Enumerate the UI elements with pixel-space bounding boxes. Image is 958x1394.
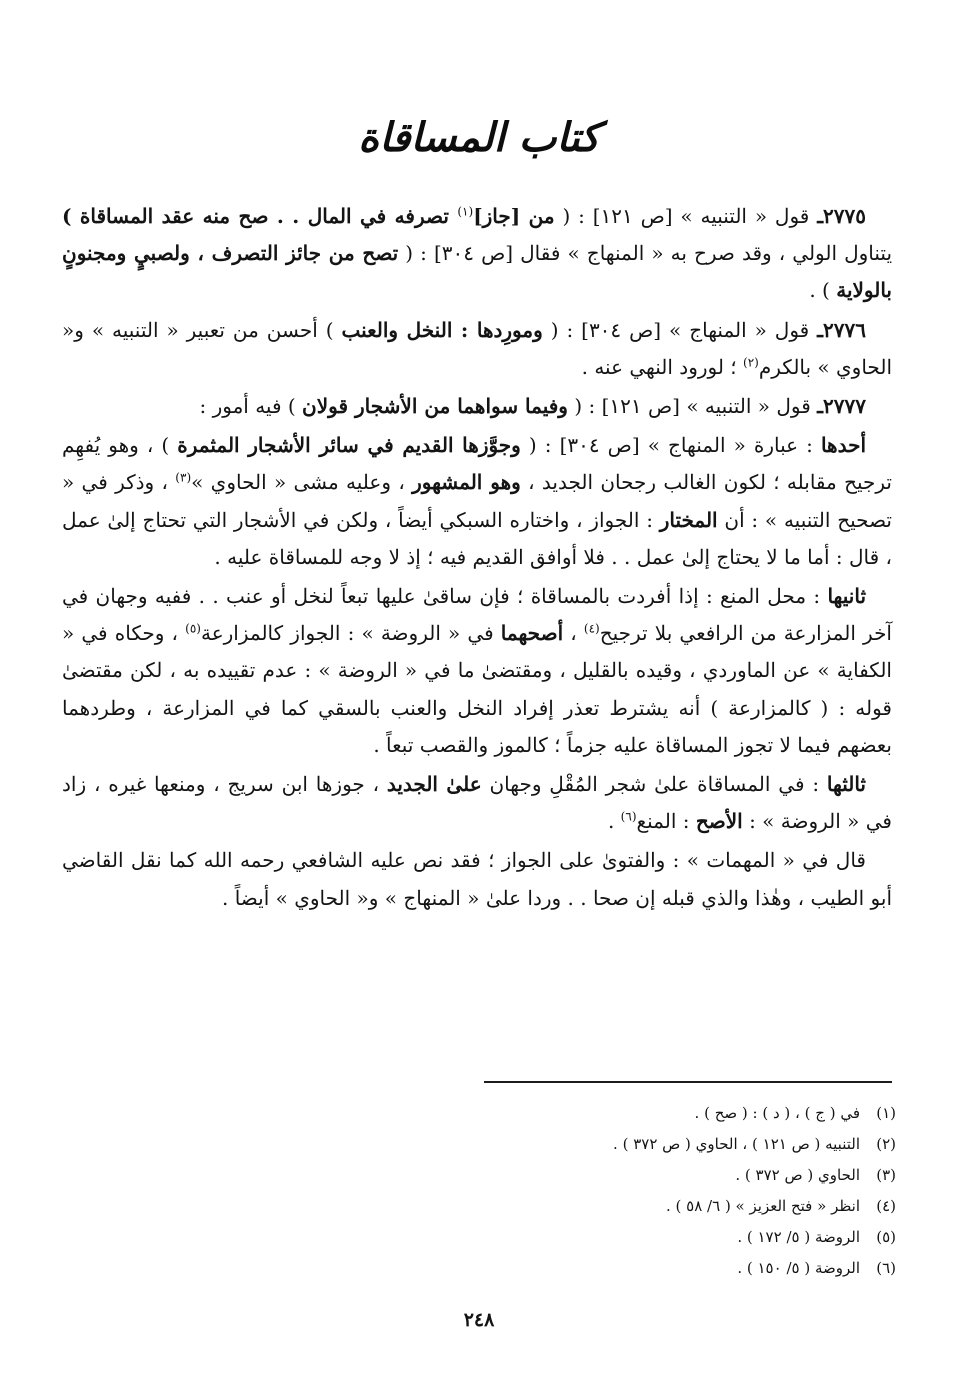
- text-run: : الجواز ، واختاره السبكي أيضاً ، ولكن في الأشجار التي تحتاج إلىٰ عمل ، قال : أما ما لا يحتاج إلىٰ عمل . . فلا أوافق القديم فيه ؛ إذ لا وجه للمساقاة عليه .: [62, 507, 892, 569]
- text-run: قول « التنبيه » [ص ١٢١] : (: [567, 394, 818, 419]
- footnote-text: انظر « فتح العزيز » ( ٦/ ٥٨ ) .: [666, 1197, 860, 1215]
- footnote-number: (٥): [876, 1228, 896, 1246]
- footnote-text: الروضة ( ٥/ ١٥٠ ) .: [737, 1259, 860, 1277]
- footnote-ref: (٣): [175, 470, 192, 485]
- text-run: ، وحكاه في « الكفاية » عن الماوردي ، وقيده بالقليل ، ومقتضىٰ ما في « الروضة » : عدم تقييده به ، لكن مقتضىٰ قوله : ( كالمزارعة ) أنه يشترط تعذر إفراد النخل والعنب بالسقي كما في المزارعة ، وطردهما بعضهم فيما لا تجوز المساقاة عليه جزماً ؛ كالموز والقصب تبعاً .: [62, 621, 892, 757]
- footnote-item: [276, 1191, 896, 1222]
- text-run: : محل المنع : إذا أفردت بالمساقاة ؛ فإن ساقىٰ عليها تبعاً لنخل أو عنب . . ففيه وجهان في آخر المزارعة من الرافعي بلا ترجيح: [62, 584, 892, 646]
- quote-text: وفيما سواهما من الأشجار قولان: [302, 394, 568, 419]
- paragraph-2775: [62, 198, 892, 310]
- text-run: قال في « المهمات » : والفتوىٰ على الجواز ؛ فقد نص عليه الشافعي رحمه الله كما نقل القاضي أبو الطيب ، وهٰذا والذي قبله إن صحا . . وردا علىٰ « المنهاج » و« الحاوي » أيضاً .: [62, 848, 892, 910]
- chapter-title: كتاب المساقاة: [358, 114, 600, 161]
- quote-text: ومورِدها : النخل والعنب: [341, 317, 543, 342]
- quote-text: تصح من جائز التصرف ، ولصبيٍ ومجنونٍ بالولاية: [62, 241, 892, 303]
- footnote-ref: (٦): [620, 809, 637, 824]
- footnote-text: الحاوي ( ص ٣٧٢ ) .: [735, 1166, 860, 1184]
- issue-number: ٢٧٧٥ـ: [817, 204, 867, 228]
- main-text: [62, 198, 892, 919]
- paragraph-2776: [62, 312, 892, 386]
- footnote-number: (٦): [876, 1259, 896, 1277]
- point-heading: ثانيها: [827, 584, 867, 609]
- paragraph-third-point: [62, 766, 892, 840]
- footnote-ref: (٤): [583, 621, 600, 636]
- issue-number: ٢٧٧٧ـ: [817, 394, 866, 419]
- text-run: يتناول الولي ، وقد صرح به « المنهاج » فقال [ص ٣٠٤] : (: [398, 241, 893, 266]
- text-run: : عبارة « المنهاج » [ص ٣٠٤] : (: [520, 433, 821, 458]
- footnote-item: [276, 1129, 896, 1160]
- paragraph-first-point: [62, 427, 892, 576]
- text-run: ، وعليه مشى « الحاوي »: [191, 470, 413, 495]
- emphasis-text: علىٰ الجديد: [386, 772, 482, 797]
- text-run: ) أحسن من تعبير « التنبيه » و« الحاوي » بالكرم: [62, 317, 892, 379]
- text-run: : في المساقاة علىٰ شجر المُقْلِ وجهان: [481, 772, 827, 797]
- quote-text: من [جاز]: [473, 204, 555, 228]
- text-run: ؛ لورود النهي عنه .: [581, 354, 744, 379]
- footnote-item: [276, 1160, 896, 1191]
- emphasis-text: الأصح: [695, 809, 743, 834]
- footnote-item: [276, 1253, 896, 1284]
- quote-text: تصرفه في المال . . صح منه عقد المساقاة ): [62, 204, 458, 228]
- text-run: في « الروضة » : الجواز كالمزارعة: [200, 621, 501, 646]
- paragraph-muhimmat: [62, 842, 892, 916]
- text-run: ، جوزها ابن سريج ، ومنعها غيره ، زاد في « الروضة » :: [62, 772, 892, 834]
- point-heading: ثالثها: [826, 772, 866, 797]
- footnote-number: (٣): [876, 1166, 896, 1184]
- footnote-item: [276, 1098, 896, 1129]
- text-run: ،: [563, 621, 584, 646]
- footnote-ref: (١): [457, 204, 474, 219]
- quote-text: وجوَّزها القديم في سائر الأشجار المثمرة: [177, 433, 521, 458]
- footnote-ref: (٥): [185, 621, 201, 636]
- footnote-ref: (٢): [743, 355, 759, 370]
- text-run: قول « المنهاج » [ص ٣٠٤] : (: [542, 317, 818, 342]
- emphasis-text: المختار: [659, 507, 718, 532]
- emphasis-text: وهو المشهور: [412, 470, 521, 495]
- point-heading: أحدها: [820, 433, 866, 458]
- text-run: : المنع: [636, 809, 696, 834]
- paragraph-second-point: [62, 578, 892, 764]
- text-run: .: [607, 809, 621, 834]
- footnote-number: (١): [876, 1104, 896, 1122]
- text-run: ) فيه أمور :: [199, 394, 303, 419]
- footnote-text: التنبيه ( ص ١٢١ ) ، الحاوي ( ص ٣٧٢ ) .: [613, 1135, 860, 1153]
- footnote-text: الروضة ( ٥/ ١٧٢ ) .: [737, 1228, 860, 1246]
- text-run: ) ، وهو يُفهِم ترجيح مقابله ؛ لكون الغالب رجحان الجديد ،: [62, 433, 892, 495]
- footnote-separator: [484, 1081, 892, 1083]
- footnote-text: في ( ج ) ، ( د ) : ( صح ) .: [694, 1104, 860, 1122]
- footnote-number: (٤): [876, 1197, 896, 1215]
- paragraph-2777: [62, 388, 892, 425]
- text-run: ) .: [809, 278, 837, 303]
- text-run: ، وذكر في « تصحيح التنبيه » : أن: [62, 470, 892, 532]
- footnote-number: (٢): [876, 1135, 896, 1153]
- footnote-item: [276, 1222, 896, 1253]
- issue-number: ٢٧٧٦ـ: [817, 317, 866, 342]
- text-run: قول « التنبيه » [ص ١٢١] : (: [554, 204, 818, 228]
- page-number: ٢٤٨: [463, 1309, 495, 1331]
- emphasis-text: أصحهما: [500, 621, 564, 646]
- footnotes: [276, 1098, 896, 1284]
